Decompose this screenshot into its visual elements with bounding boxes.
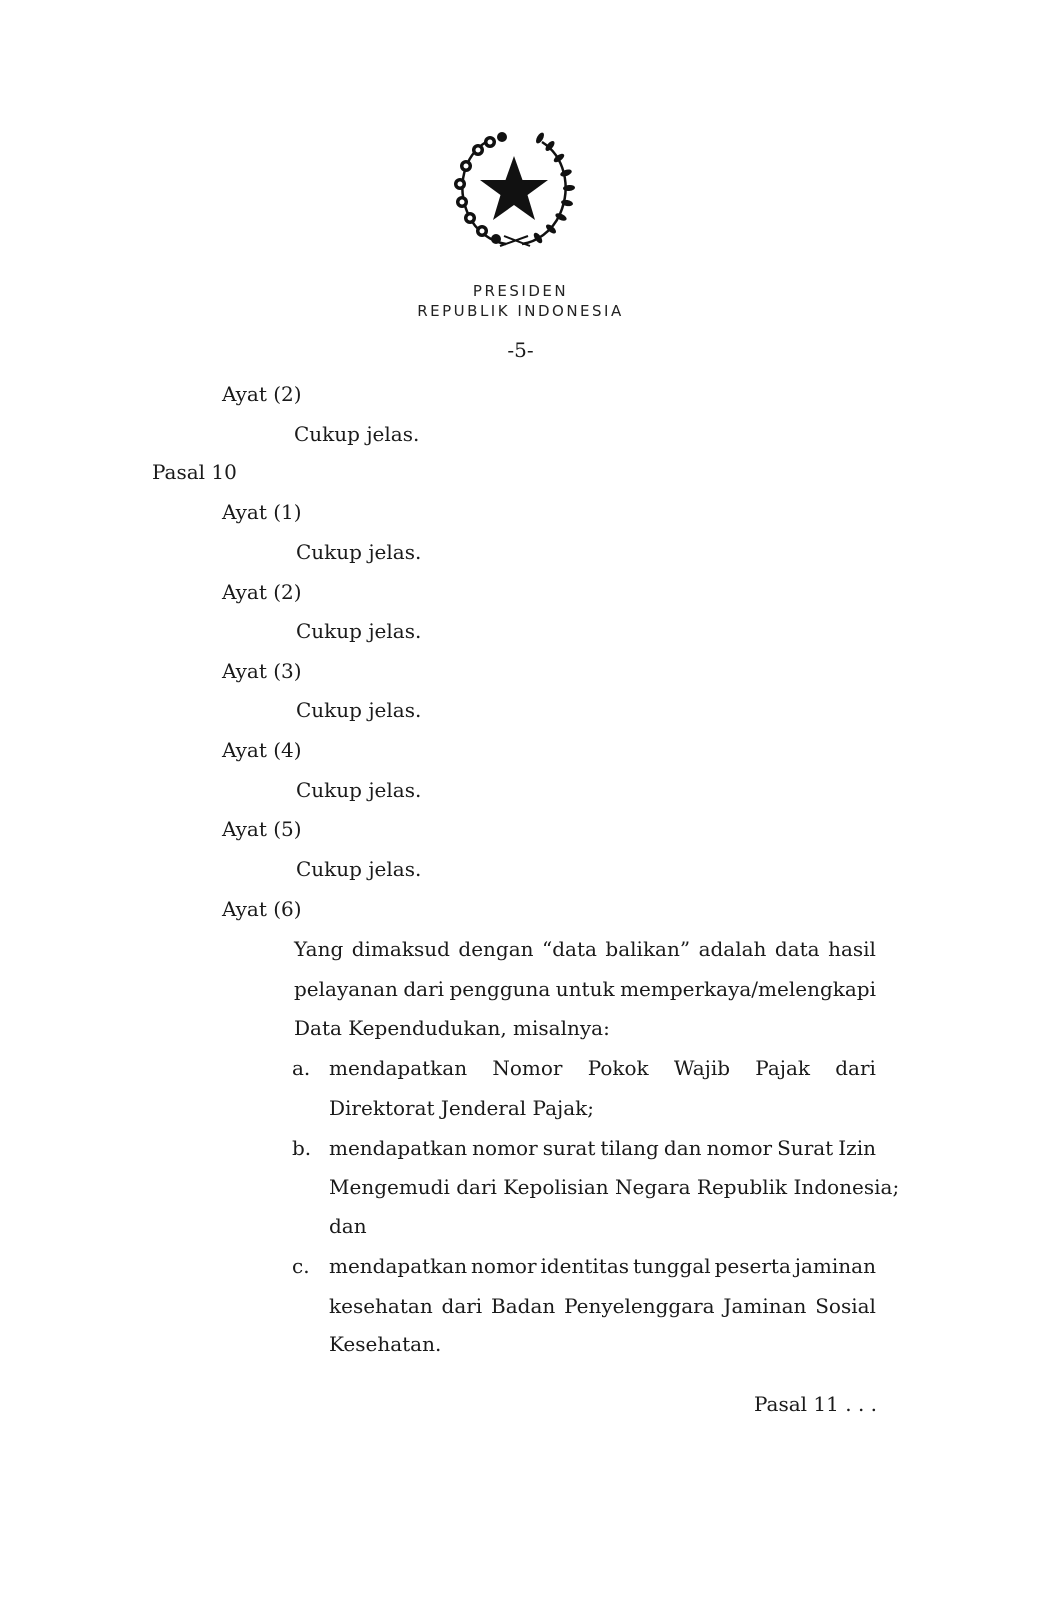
ayat-6-heading: Ayat (6) [222, 897, 302, 921]
word: tilang [600, 1136, 659, 1160]
ayat-6-line-1 [294, 937, 876, 961]
word: Yang [294, 937, 344, 961]
item-c-line-2 [329, 1294, 876, 1318]
word: dan [663, 1136, 702, 1160]
word: mendapatkan [329, 1056, 468, 1080]
ayat-6-line-2 [294, 977, 876, 1001]
ayat-5-text: Cukup jelas. [296, 857, 422, 881]
word: Sosial [815, 1294, 876, 1318]
ayat-4-heading: Ayat (4) [222, 738, 302, 762]
presidential-emblem-icon [446, 128, 582, 250]
word: dimaksud [351, 937, 450, 961]
ayat-1-text: Cukup jelas. [296, 540, 422, 564]
footer-next-pasal: Pasal 11 . . . [754, 1392, 878, 1416]
item-a-line-1 [329, 1056, 876, 1080]
ayat-3-text: Cukup jelas. [296, 698, 422, 722]
pasal-10-heading: Pasal 10 [152, 460, 237, 484]
word: nomor [706, 1136, 773, 1160]
word: dengan [458, 937, 534, 961]
ayat-2-previous-text: Cukup jelas. [294, 422, 420, 446]
item-b-line-2: Mengemudi dari Kepolisian Negara Republik Indonesia; [329, 1175, 900, 1199]
item-b-line-3: dan [329, 1214, 367, 1238]
item-c-line-3: Kesehatan. [329, 1332, 442, 1356]
word: kesehatan [329, 1294, 433, 1318]
word: Pokok [587, 1056, 649, 1080]
word: pengguna [449, 977, 551, 1001]
word: nomor [471, 1254, 537, 1278]
ayat-2-previous-heading: Ayat (2) [222, 382, 302, 406]
word: tunggal [632, 1254, 711, 1278]
word: Badan [491, 1294, 556, 1318]
word: Izin [838, 1136, 876, 1160]
word: adalah [698, 937, 767, 961]
word: mendapatkan [329, 1254, 468, 1278]
word: pelayanan [294, 977, 398, 1001]
ayat-2-heading: Ayat (2) [222, 580, 302, 604]
word: nomor [472, 1136, 538, 1160]
word: mendapatkan [329, 1136, 468, 1160]
list-marker-c: c. [292, 1254, 310, 1278]
word: Pajak [755, 1056, 811, 1080]
ayat-1-heading: Ayat (1) [222, 500, 302, 524]
list-marker-b: b. [292, 1136, 312, 1160]
word: data [774, 937, 820, 961]
word: dari [441, 1294, 483, 1318]
item-c-line-1 [329, 1254, 876, 1278]
word: dari [835, 1056, 876, 1080]
page-number: -5- [507, 338, 534, 362]
word: Jaminan [723, 1294, 807, 1318]
word: peserta [714, 1254, 791, 1278]
list-marker-a: a. [292, 1056, 311, 1080]
header-title-republik: REPUBLIK INDONESIA [417, 302, 624, 320]
word: Wajib [673, 1056, 731, 1080]
word: identitas [540, 1254, 630, 1278]
ayat-5-heading: Ayat (5) [222, 817, 302, 841]
ayat-6-line-3: Data Kependudukan, misalnya: [294, 1016, 610, 1040]
word: untuk [555, 977, 615, 1001]
ayat-3-heading: Ayat (3) [222, 659, 302, 683]
header-title-presiden: PRESIDEN [472, 282, 569, 300]
word: jaminan [794, 1254, 876, 1278]
word: memperkaya/melengkapi [620, 977, 876, 1001]
item-a-line-2: Direktorat Jenderal Pajak; [329, 1096, 594, 1120]
word: dari [403, 977, 445, 1001]
word: hasil [828, 937, 876, 961]
word: “data [542, 937, 597, 961]
word: Nomor [492, 1056, 563, 1080]
word: Penyelenggara [564, 1294, 715, 1318]
ayat-2-text: Cukup jelas. [296, 619, 422, 643]
item-b-line-1 [329, 1136, 876, 1160]
word: Surat [777, 1136, 834, 1160]
word: balikan” [605, 937, 691, 961]
ayat-4-text: Cukup jelas. [296, 778, 422, 802]
word: surat [542, 1136, 596, 1160]
